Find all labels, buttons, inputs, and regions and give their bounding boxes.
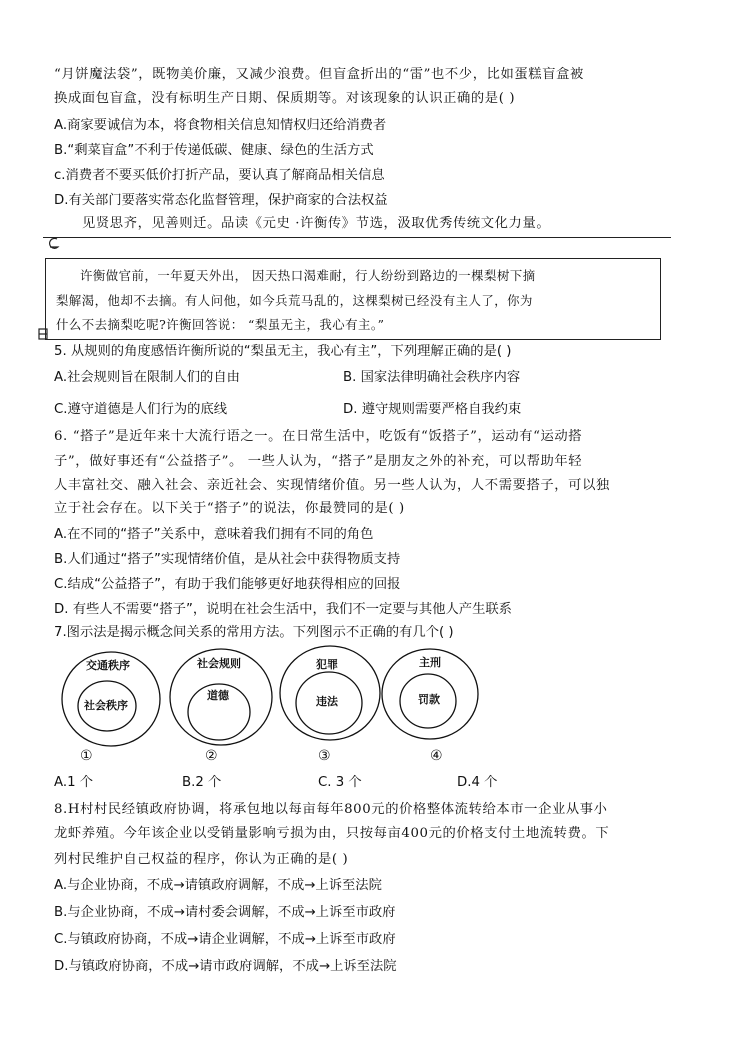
q6-stem-line-2: 子”，做好事还有“公益搭子”。 一些人认为，“搭子”是朋友之外的补充，可以帮助年轻 (54, 454, 583, 469)
diagram-3-inner-label: 违法 (316, 695, 338, 708)
q5-option-c: C.遵守道德是人们行为的底线 (54, 402, 228, 417)
quote-line-3: 什么不去摘梨吃呢?许衡回答说： “梨虽无主，我心有主。” (56, 317, 385, 332)
q7-stem: 7.图示法是揭示概念间关系的常用方法。下列图示不正确的有几个( ) (54, 625, 454, 640)
diagram-1-outer-label: 交通秩序 (86, 659, 130, 672)
quote-line-2: 梨解渴，他却不去摘。有人问他，如今兵荒马乱的，这棵梨树已经没有主人了，你为 (56, 293, 533, 308)
diagram-1-inner-label: 社会秩序 (84, 699, 128, 712)
q5-option-b: B. 国家法律明确社会秩序内容 (343, 370, 521, 385)
q6-option-a: A.在不同的“搭子”关系中，意味着我们拥有不同的角色 (54, 527, 374, 542)
q8-stem-line-1: 8.H村村民经镇政府协调，将承包地以每亩每年800元的价格整体流转给本市一企业从事小 (54, 802, 608, 817)
q7-option-c: C. 3 个 (318, 775, 362, 790)
diagram-4-inner-label: 罚款 (418, 693, 440, 706)
diagram-2-number: ② (205, 748, 218, 764)
q5-option-d: D. 遵守规则需要严格自我约束 (343, 402, 522, 417)
q8-option-b: B.与企业协商，不成→请村委会调解，不成→上诉至市政府 (54, 905, 396, 920)
q5-option-a: A.社会规则旨在限制人们的自由 (54, 370, 240, 385)
q4-stem-line-1: “月饼魔法袋”，既物美价廉，又减少浪费。但盲盒折出的“雷”也不少，比如蛋糕盲盒被 (54, 67, 584, 82)
q7-option-d: D.4 个 (457, 775, 498, 790)
q8-option-d: D.与镇政府协商，不成→请市政府调解，不成→上诉至法院 (54, 959, 397, 974)
q4-option-c: c.消费者不要买低价打折产品，要认真了解商品相关信息 (54, 168, 385, 183)
q6-stem-line-3: 人丰富社交、融入社会、亲近社会、实现情绪价值。另一些人认为，人不需要搭子，可以独 (54, 478, 610, 493)
section-intro: 见贤思齐，见善则迁。品读《元史 ·许衡传》节选，汲取优秀传统文化力量。 (82, 216, 551, 231)
q8-option-a: A.与企业协商，不成→请镇政府调解，不成→上诉至法院 (54, 878, 382, 893)
q6-stem-line-1: 6. “搭子”是近年来十大流行语之一。在日常生活中，吃饭有“饭搭子”，运动有“运动搭 (54, 429, 583, 444)
diagram-1-number: ① (80, 748, 93, 764)
diagram-2-outer-label: 社会规则 (197, 657, 241, 670)
q6-option-b: B.人们通过“搭子”实现情绪价值，是从社会中获得物质支持 (54, 552, 401, 567)
q6-stem-line-4: 立于社会存在。以下关于“搭子”的说法，你最赞同的是( ) (54, 501, 405, 516)
q4-stem-line-2: 换成面包盲盒，没有标明生产日期、保质期等。对该现象的认识正确的是( ) (54, 91, 516, 106)
q4-option-b: B.“剩菜盲盒”不利于传递低碳、健康、绿色的生活方式 (54, 143, 374, 158)
diagram-2-inner-label: 道德 (207, 689, 229, 702)
diagram-3-outer-label: 犯罪 (316, 658, 338, 671)
q8-option-c: C.与镇政府协商，不成→请企业调解，不成→上诉至市政府 (54, 932, 396, 947)
q4-option-a: A.商家要诚信为本，将食物相关信息知情权归还给消费者 (54, 118, 387, 133)
q7-option-a: A.1 个 (54, 775, 94, 790)
q6-option-d: D. 有些人不需要“搭子”，说明在社会生活中，我们不一定要与其他人产生联系 (54, 602, 512, 617)
q4-option-d: D.有关部门要落实常态化监督管理，保护商家的合法权益 (54, 193, 388, 208)
diagram-4-number: ④ (430, 748, 443, 764)
q8-stem-line-3: 列村民维护自己权益的程序，你认为正确的是( ) (54, 852, 349, 867)
diagram-4-outer-label: 主刑 (419, 656, 441, 669)
q8-stem-line-2: 龙虾养殖。今年该企业以受销量影响亏损为由，只按每亩400元的价格支付土地流转费。下 (54, 826, 610, 841)
q6-option-c: C.结成“公益搭子”，有助于我们能够更好地获得相应的回报 (54, 577, 401, 592)
q5-stem: 5. 从规则的角度感悟许衡所说的“梨虽无主，我心有主”，下列理解正确的是( ) (54, 344, 512, 359)
q7-option-b: B.2 个 (182, 775, 222, 790)
quote-line-1: 许衡做官前，一年夏天外出， 因天热口渴难耐，行人纷纷到路边的一棵梨树下摘 (80, 268, 536, 283)
diagram-3-number: ③ (318, 748, 331, 764)
